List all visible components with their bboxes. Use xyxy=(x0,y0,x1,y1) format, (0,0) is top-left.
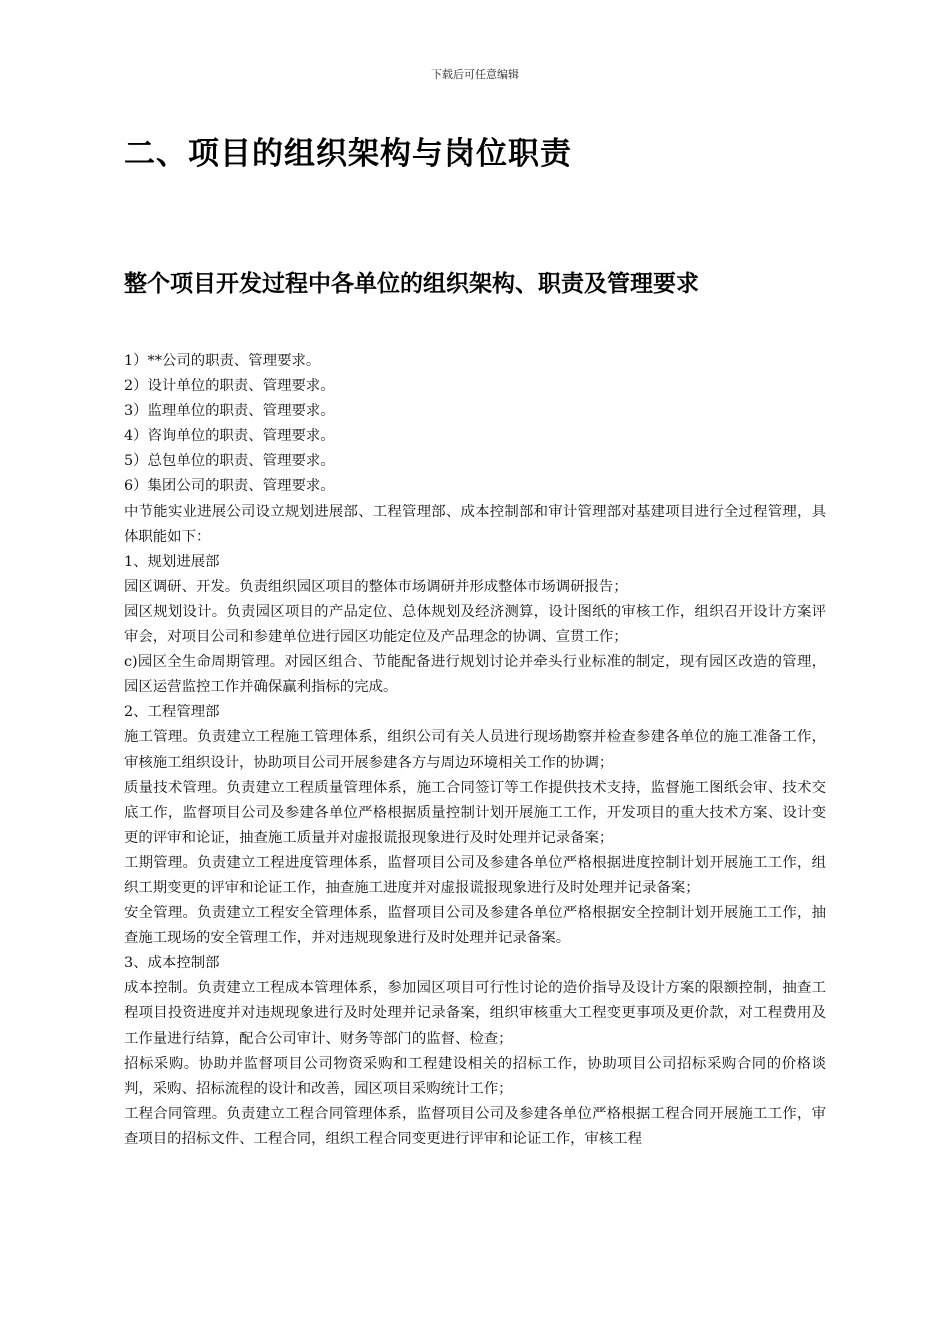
section-label: 2、工程管理部 xyxy=(124,704,220,721)
paragraph: 招标采购。协助并监督项目公司物资采购和工程建设相关的招标工作，协助项目公司招标采购合同的价格谈判，采购、招标流程的设计和改善，园区项目采购统计工作； xyxy=(124,1055,826,1097)
paragraph: 安全管理。负责建立工程安全管理体系，监督项目公司及参建各单位严格根据安全控制计划开展施工工作，抽查施工现场的安全管理工作，并对违规现象进行及时处理并记录备案。 xyxy=(124,905,826,947)
paragraph: c)园区全生命周期管理。对园区组合、节能配备进行规划讨论并牵头行业标准的制定，现有园区改造的管理，园区运营监控工作并确保赢利指标的完成。 xyxy=(124,654,826,696)
paragraph: 4）咨询单位的职责、管理要求。 xyxy=(124,428,335,445)
paragraph: 园区规划设计。负责园区项目的产品定位、总体规划及经济测算，设计图纸的审核工作，组织召开设计方案评审会，对项目公司和参建单位进行园区功能定位及产品理念的协调、宣贯工作； xyxy=(124,603,826,646)
paragraph: 施工管理。负责建立工程施工管理体系，组织公司有关人员进行现场勘察并检查参建各单位的施工准备工作，审核施工组织设计，协助项目公司开展参建各方与周边环境相关工作的协调； xyxy=(124,729,826,771)
body-text xyxy=(124,349,826,1152)
paragraph: 2）设计单位的职责、管理要求。 xyxy=(124,378,335,395)
page-title: 二、项目的组织架构与岗位职责 xyxy=(124,136,572,172)
header-note: 下载后可任意编辑 xyxy=(431,68,519,81)
paragraph: 工程合同管理。负责建立工程合同管理体系，监督项目公司及参建各单位严格根据工程合同开展施工工作，审查项目的招标文件、工程合同，组织工程合同变更进行评审和论证工作，审核工程 xyxy=(124,1105,826,1147)
paragraph: 园区调研、开发。负责组织园区项目的整体市场调研并形成整体市场调研报告； xyxy=(124,578,628,595)
paragraph: 中节能实业进展公司设立规划进展部、工程管理部、成本控制部和审计管理部对基建项目进行全过程管理，具体职能如下： xyxy=(124,503,826,545)
paragraph: 成本控制。负责建立工程成本管理体系，参加园区项目可行性讨论的造价指导及设计方案的限额控制，抽查工程项目投资进度并对违规现象进行及时处理并记录备案，组织审核重大工程变更事项及更价款，对工程费用及工作量进行结算，配合公司审计、财务等部门的监督、检查； xyxy=(124,980,826,1047)
paragraph: 质量技术管理。负责建立工程质量管理体系，施工合同签订等工作提供技术支持，监督施工图纸会审、技术交底工作，监督项目公司及参建各单位严格根据质量控制计划开展施工工作，开发项目的重大技术方案、设计变更的评审和论证，抽查施工质量并对虚报谎报现象进行及时处理并记录备案； xyxy=(124,779,826,846)
paragraph: 5）总包单位的职责、管理要求。 xyxy=(124,453,335,470)
paragraph: 1）**公司的职责、管理要求。 xyxy=(124,353,321,369)
paragraph: 3）监理单位的职责、管理要求。 xyxy=(124,403,335,420)
section-heading: 整个项目开发过程中各单位的组织架构、职责及管理要求 xyxy=(124,271,699,297)
paragraph: 6）集团公司的职责、管理要求。 xyxy=(124,478,335,495)
section-label: 3、成本控制部 xyxy=(124,955,220,972)
paragraph: 工期管理。负责建立工程进度管理体系，监督项目公司及参建各单位严格根据进度控制计划开展施工工作，组织工期变更的评审和论证工作，抽查施工进度并对虚报谎报现象进行及时处理并记录备案； xyxy=(124,854,826,896)
section-label: 1、规划进展部 xyxy=(124,553,220,570)
